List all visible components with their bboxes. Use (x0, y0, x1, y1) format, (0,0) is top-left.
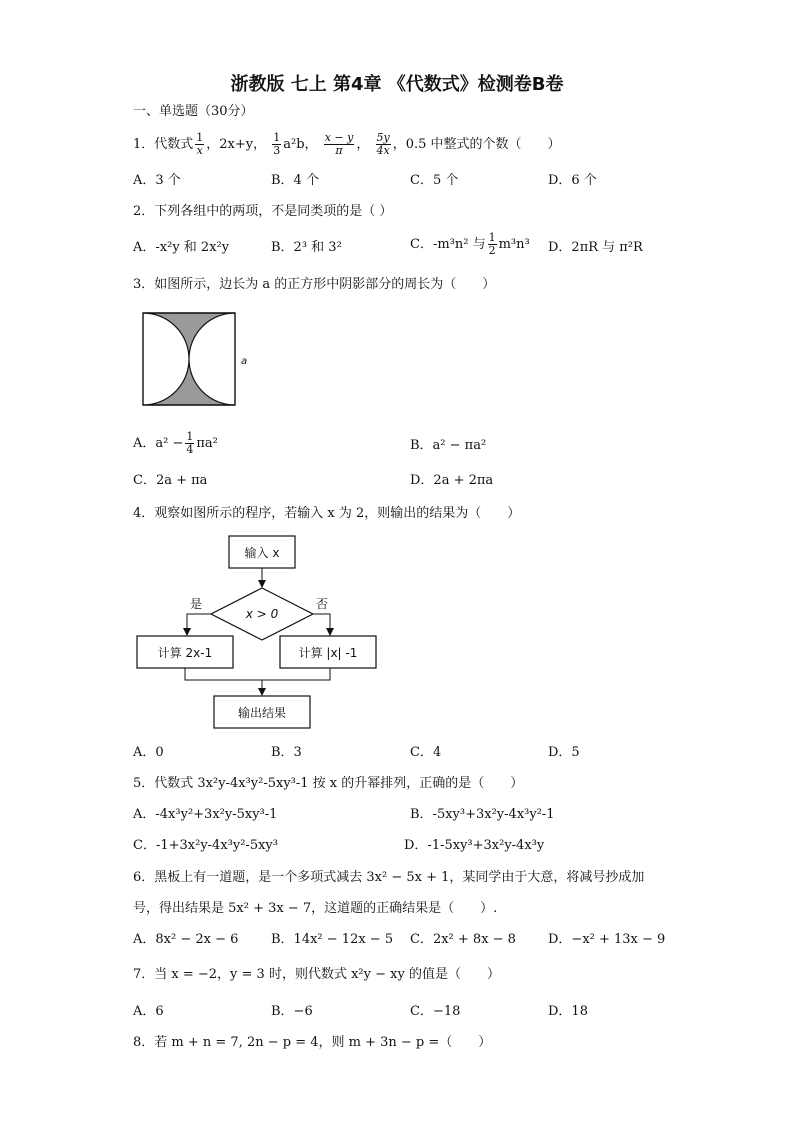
question-6-line-1: 6．黑板上有一道题，是一个多项式减去 3x² − 5x + 1，某同学由于大意，将减号抄成加 (133, 870, 645, 885)
q7-option-d: D．18 (548, 1004, 588, 1019)
q1-option-a: A．3 个 (133, 173, 181, 188)
input-label: 输入 x (244, 546, 280, 560)
question-7-stem: 7．当 x = −2，y = 3 时，则代数式 x²y − xy 的值是（ ） (133, 967, 500, 982)
q1-option-b: B．4 个 (271, 173, 319, 188)
q2-option-c: C．-m³n² 与 $\frac{1}{2}$ m³n³ (410, 231, 530, 257)
right-compute-label: 计算 |x| -1 (298, 646, 358, 660)
q7-option-b: B．−6 (271, 1004, 313, 1019)
q4-option-a: A．0 (133, 745, 164, 760)
q6-option-d: D．−x² + 13x − 9 (548, 932, 666, 947)
page-title: 浙教版 七上 第4章 《代数式》检测卷B卷 (230, 74, 564, 95)
q3-option-a: A．a² − $\frac{1}{4}$ πa² (133, 430, 218, 456)
question-2-stem: 2．下列各组中的两项，不是同类项的是（ ） (133, 204, 393, 219)
question-8-stem: 8．若 m + n = 7, 2n − p = 4，则 m + 3n − p =（ ） (133, 1035, 492, 1050)
yes-label: 是 (189, 597, 203, 611)
q3-option-d: D．2a + 2πa (410, 473, 494, 488)
program-flowchart (130, 530, 390, 735)
left-compute-label: 计算 2x-1 (157, 646, 213, 660)
question-3-stem: 3．如图所示，边长为 a 的正方形中阴影部分的周长为（ ） (133, 277, 496, 292)
q7-option-a: A．6 (133, 1004, 164, 1019)
q1-option-c: C．5 个 (410, 173, 459, 188)
q3-option-c: C．2a + πa (133, 473, 208, 488)
q2-option-a: A．-x²y 和 2x²y (133, 240, 230, 255)
q4-option-b: B．3 (271, 745, 302, 760)
q6-option-a: A．8x² − 2x − 6 (133, 932, 239, 947)
q5-option-c: C．-1+3x²y-4x³y²-5xy³ (133, 838, 278, 853)
q4-option-d: D．5 (548, 745, 580, 760)
q5-option-b: B．-5xy³+3x²y-4x³y²-1 (410, 807, 555, 822)
question-1-stem: 1．代数式 $\frac{1}{x}$ ，2x+y， $\frac{1}{3}$ a²b， $\frac{x - y}{\pi}$ ， $\frac{5y}{4x}$ ，0.5 中整式的个数（ ） (133, 131, 561, 157)
section-heading: 一、单选题（30分） (133, 104, 254, 119)
q6-option-b: B．14x² − 12x − 5 (271, 932, 394, 947)
merge-line (185, 668, 330, 680)
q1-option-d: D．6 个 (548, 173, 597, 188)
q3-option-b: B．a² − πa² (410, 438, 487, 453)
q4-option-c: C．4 (410, 745, 442, 760)
q7-option-c: C．−18 (410, 1004, 461, 1019)
q5-option-a: A．-4x³y²+3x²y-5xy³-1 (133, 807, 278, 822)
shaded-bottom-region (143, 359, 235, 405)
side-label: a (241, 356, 248, 367)
square-shaded-figure (138, 308, 258, 412)
question-4-stem: 4．观察如图所示的程序，若输入 x 为 2，则输出的结果为（ ） (133, 506, 521, 521)
no-label: 否 (315, 597, 329, 611)
arrow-yes (187, 614, 211, 634)
q2-option-d: D．2πR 与 π²R (548, 240, 643, 255)
q2-option-b: B．2³ 和 3² (271, 240, 342, 255)
q6-option-c: C．2x² + 8x − 8 (410, 932, 516, 947)
output-label: 输出结果 (237, 706, 287, 720)
q5-option-d: D．-1-5xy³+3x²y-4x³y (404, 838, 545, 853)
shaded-top-region (143, 313, 235, 359)
question-5-stem: 5．代数式 3x²y-4x³y²-5xy³-1 按 x 的升幂排列，正确的是（ ） (133, 776, 524, 791)
condition-label: x > 0 (245, 607, 279, 621)
question-6-line-2: 号，得出结果是 5x² + 3x − 7，这道题的正确结果是（ ）. (133, 901, 498, 916)
arrow-no (313, 614, 330, 634)
